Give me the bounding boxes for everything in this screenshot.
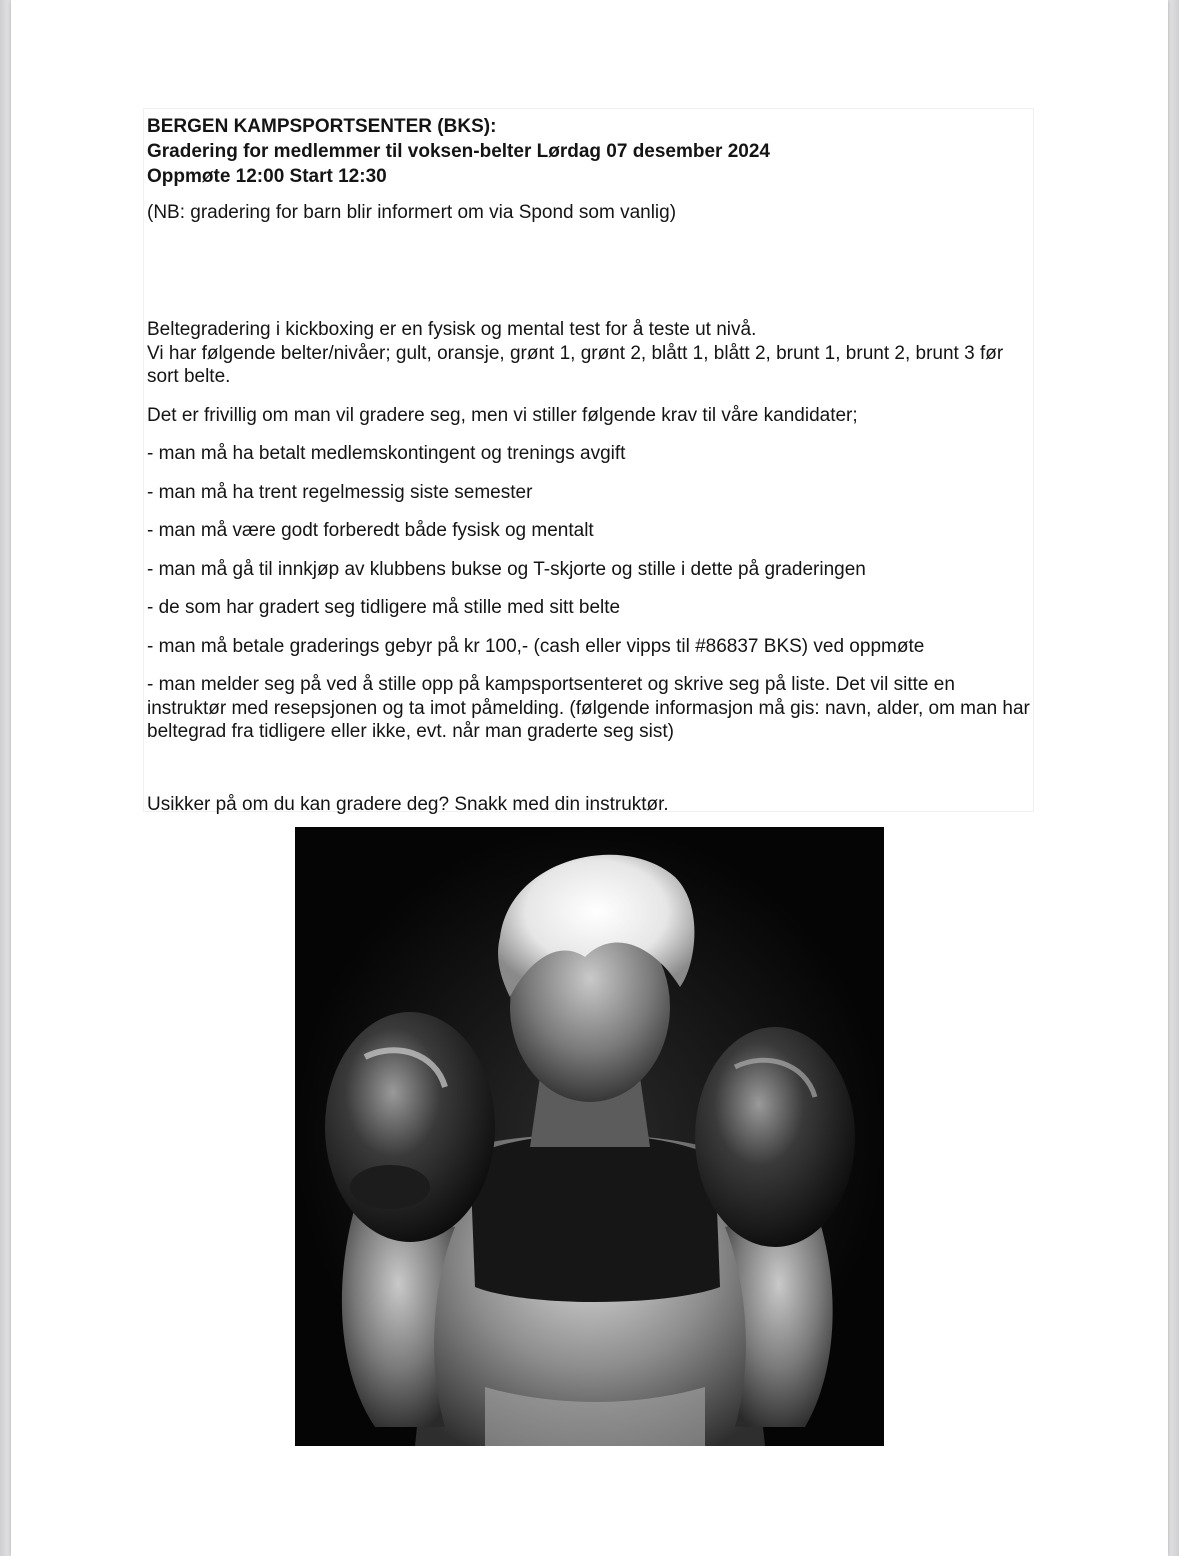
requirement-item: - man må ha trent regelmessig siste semester [147, 481, 533, 503]
document-page [11, 0, 1168, 1556]
requirement-item: - man må ha betalt medlemskontingent og trenings avgift [147, 443, 626, 464]
intro-line-1: Beltegradering i kickboxing er en fysisk og mental test for å teste ut nivå. [147, 319, 757, 340]
boxer-illustration [295, 827, 884, 1446]
requirement-item: - de som har gradert seg tidligere må stille med sitt belte [147, 597, 621, 618]
intro-line-2: Vi har følgende belter/nivåer; gult, oransje, grønt 1, grønt 2, blått 1, blått 2, brunt 1, brunt 2, brunt 3 før sort belte. [147, 342, 1004, 387]
text-box [143, 108, 1034, 815]
requirement-item: - man må være godt forberedt både fysisk og mentalt [147, 520, 594, 541]
closing-line: Usikker på om du kan gradere deg? Snakk med din instruktør. [147, 793, 669, 815]
header-club-name: BERGEN KAMPSPORTSENTER (BKS): [147, 116, 497, 137]
header-event-title: Gradering for medlemmer til voksen-belter Lørdag 07 desember 2024 [147, 141, 771, 162]
requirement-item: - man melder seg på ved å stille opp på kampsportsenteret og skrive seg på liste. Det vil sitte en instruktør med resepsjonen og ta imot påmelding. (følgende informasjon må gis: navn, alder, om man har beltegrad fra tidligere eller ikke, evt. når man graderte seg sist) [147, 674, 1030, 742]
requirement-item: - man må betale graderings gebyr på kr 100,- (cash eller vipps til #86837 BKS) ved oppmøte [147, 635, 925, 657]
boxer-photo [295, 827, 884, 1446]
requirement-item: - man må gå til innkjøp av klubbens bukse og T-skjorte og stille i dette på graderingen [147, 558, 866, 580]
note-children: (NB: gradering for barn blir informert om via Spond som vanlig) [147, 202, 677, 223]
requirements-intro: Det er frivillig om man vil gradere seg, men vi stiller følgende krav til våre kandidater; [147, 404, 858, 426]
header-times: Oppmøte 12:00 Start 12:30 [147, 166, 387, 187]
